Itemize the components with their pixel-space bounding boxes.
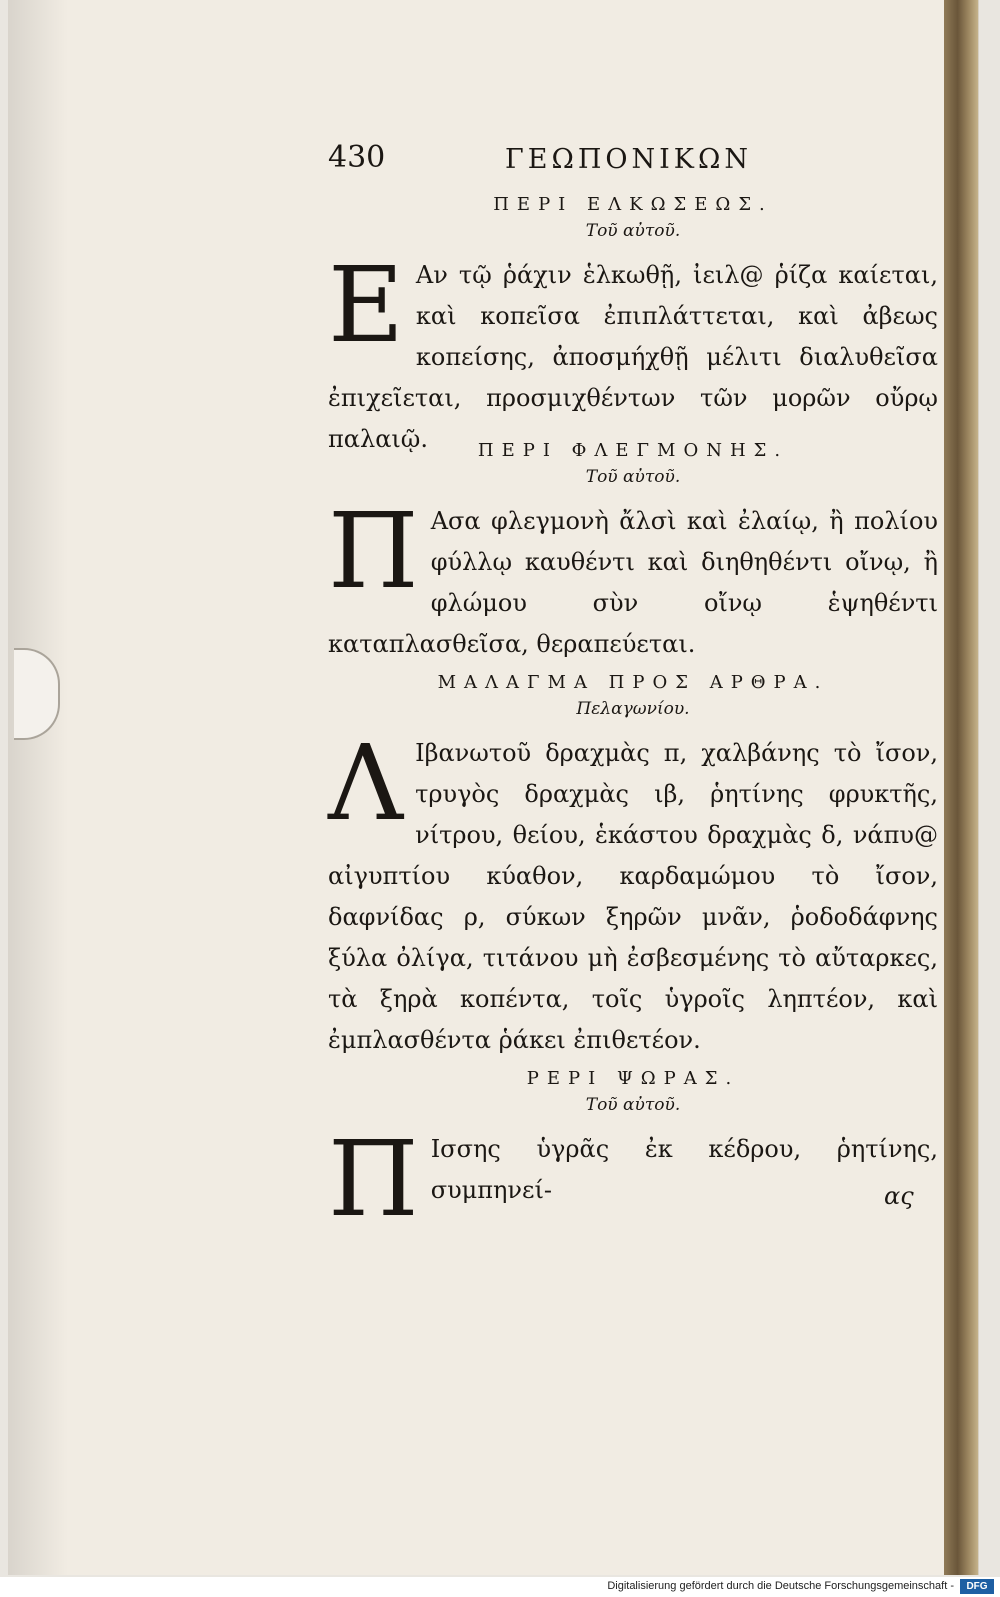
page-number: 430	[328, 140, 386, 175]
section-attribution: Τοῦ αὐτοῦ.	[585, 221, 681, 241]
drop-cap: Π	[328, 490, 419, 612]
running-title: ΓΕΩΠΟΝΙΚΩΝ	[505, 144, 752, 175]
section-phlegmones	[328, 440, 938, 665]
section-elkoseos	[328, 194, 938, 460]
footer-credit: Digitalisierung gefördert durch die Deutsche Forschungsgemeinschaft -	[607, 1580, 954, 1592]
running-head	[308, 140, 788, 184]
section-attribution: Πελαγωνίου.	[576, 699, 690, 719]
dfg-logo: DFG	[960, 1579, 994, 1594]
drop-cap: E	[328, 244, 404, 366]
section-body: Ασα φλεγμονὴ ἄλσὶ καὶ ἐλαίῳ, ἢ πολίου φύλλῳ καυθέντι καὶ διηθηθέντι οἴνῳ, ἢ φλώμου σὺν οἴνῳ ἑψηθέντι καταπλασθεῖσα, θεραπεύεται.	[328, 507, 938, 658]
section-heading: ΜΑΛΑΓΜΑ ΠΡΟΣ ΑΡΘΡΑ.	[437, 672, 829, 693]
section-psoras	[328, 1068, 938, 1240]
book-binding	[944, 0, 978, 1575]
section-heading: ΠΕΡΙ ΕΛΚΩΣΕΩΣ.	[493, 194, 773, 215]
section-text	[328, 490, 938, 665]
section-text	[328, 244, 938, 460]
section-body: Ιβανωτοῦ δραχμὰς π, χαλβάνης τὸ ἴσον, τρυγὸς δραχμὰς ιβ, ῥητίνης φρυκτῆς, νίτρου, θείου, ἑκάστου δραχμὰς δ, νάπυ@ αἰγυπτίου κύαθον, καρδαμώμου τὸ ἴσον, δαφνίδας ρ, σύκων ξηρῶν μνᾶν, ῥοδοδάφνης ξύλα ὀλίγα, τιτάνου μὴ ἐσβεσμένης τὸ αὔταρκες, τὰ ξηρὰ κοπέντα, τοῖς ὑγροῖς ληπτέον, καὶ ἐμπλασθέντα ῥάκει ἐπιθετέον.	[328, 739, 938, 1054]
section-heading: ΠΕΡΙ ΦΛΕΓΜΟΝΗΣ.	[477, 440, 789, 461]
section-text	[328, 722, 938, 1061]
section-body: Ισσης ὑγρᾶς ἐκ κέδρου, ῥητίνης, συμπηνεί-	[430, 1135, 938, 1204]
drop-cap: Λ	[328, 722, 404, 844]
section-body: Αν τῷ ῥάχιν ἑλκωθῇ, ἰειλ@ ῥίζα καίεται, καὶ κοπεῖσα ἐπιπλάττεται, καὶ ἀβεως κοπείσης, ἀποσμήχθῇ μέλιτι διαλυθεῖσα ἐπιχεῖεται, προσμιχθέντων τῶν μορῶν οὔρῳ παλαιῷ.	[328, 261, 938, 453]
section-attribution: Τοῦ αὐτοῦ.	[585, 467, 681, 487]
section-text	[328, 1118, 938, 1240]
page-tab	[14, 648, 60, 740]
drop-cap: Π	[328, 1118, 419, 1240]
section-attribution: Τοῦ αὐτοῦ.	[585, 1095, 681, 1115]
section-heading: ΡΕΡΙ ΨΩΡΑΣ.	[526, 1068, 740, 1089]
book-page	[8, 0, 979, 1575]
catchword: ας	[884, 1182, 914, 1210]
section-malagma	[328, 672, 938, 1061]
footer-bar	[0, 1577, 1000, 1597]
